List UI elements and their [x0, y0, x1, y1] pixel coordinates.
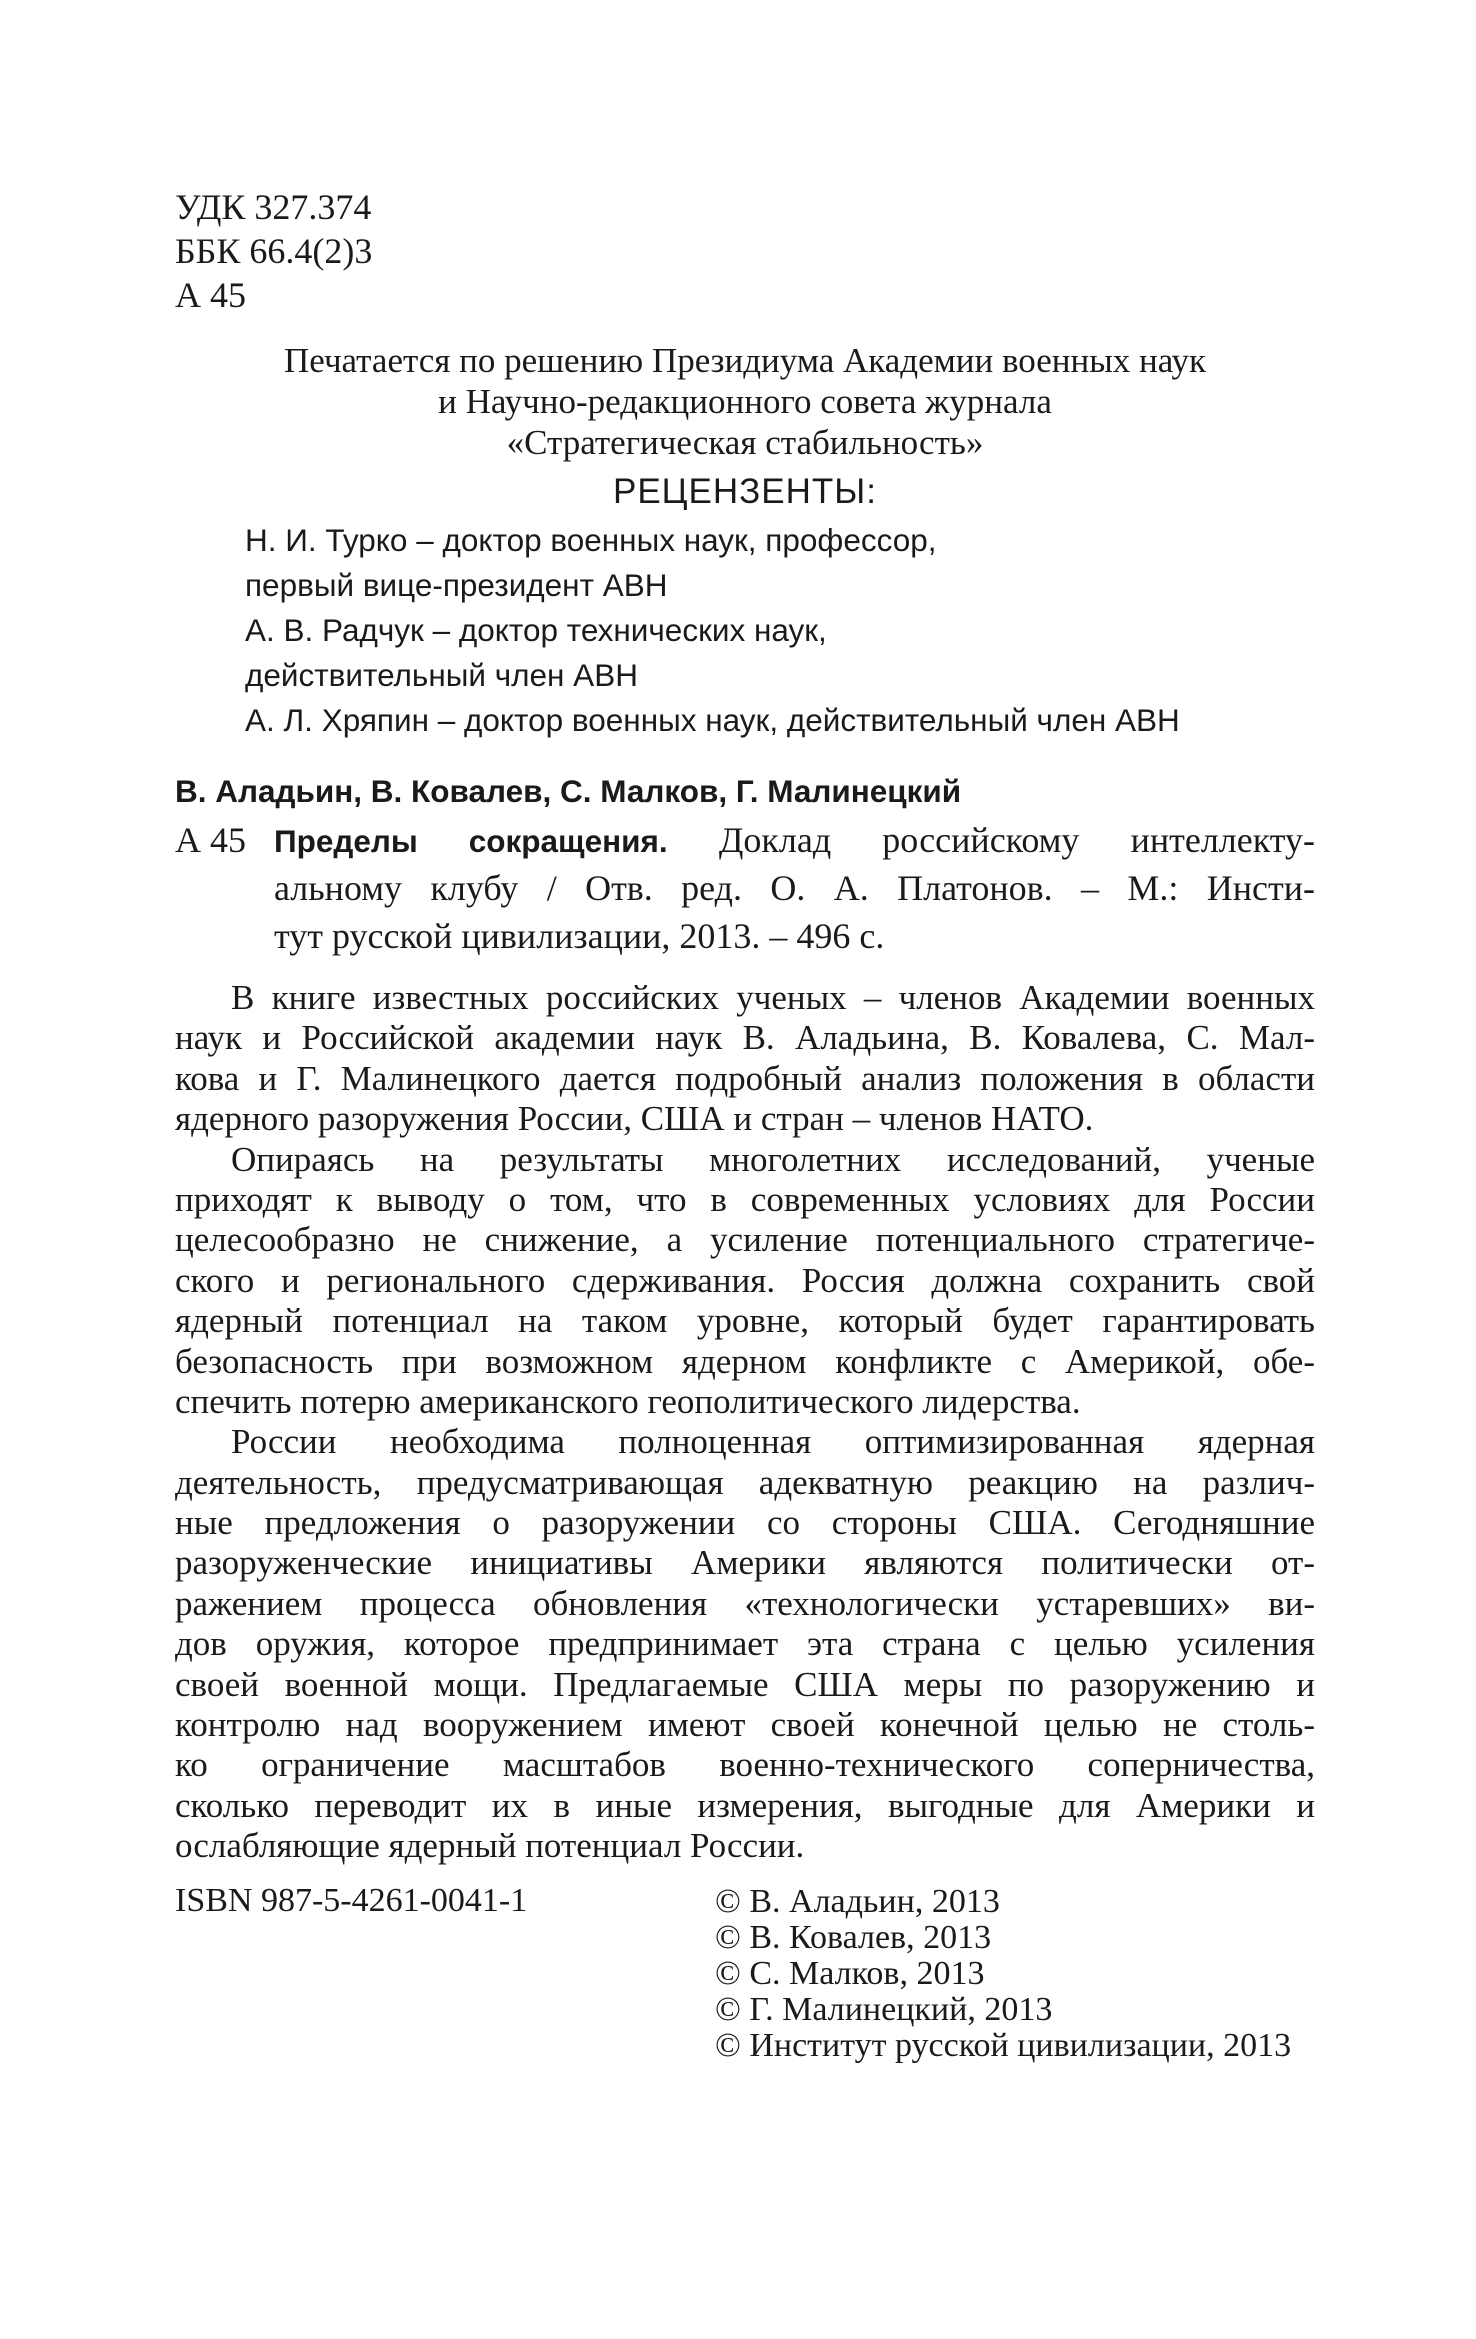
abstract-paragraph	[175, 1422, 1315, 1866]
entry-line-text: Доклад российскому интеллекту-	[718, 820, 1316, 860]
abstract-line: ского и регионального сдерживания. Россия должна сохранить свой	[175, 1260, 1315, 1300]
approval-line: Печатается по решению Президиума Академии военных наук	[284, 341, 1206, 380]
entry-text	[274, 816, 1315, 960]
bbk-code: ББК 66.4(2)3	[175, 231, 373, 271]
copyright-line: © В. Ковалев, 2013	[715, 1919, 992, 1956]
abstract-line: ражением процесса обновления «технологически устаревших» ви-	[175, 1583, 1315, 1623]
copyright-line: © В. Аладьин, 2013	[715, 1883, 1000, 1920]
abstract-line: В книге известных российских ученых – членов Академии военных	[231, 978, 1315, 1017]
isbn: ISBN 987-5-4261-0041-1	[175, 1882, 528, 1919]
entry-code: А 45	[175, 820, 246, 860]
reviewer-line: действительный член АВН	[245, 657, 638, 693]
reviewers-heading: РЕЦЕНЗЕНТЫ:	[612, 472, 878, 511]
abstract-line: ядерный потенциал на таком уровне, который будет гарантировать	[175, 1301, 1315, 1341]
authors-line: В. Аладьин, В. Ковалев, С. Малков, Г. Малинецкий	[175, 773, 962, 809]
book-title: Пределы сокращения.	[274, 823, 668, 859]
abstract-line: кова и Г. Малинецкого дается подробный анализ положения в области	[175, 1058, 1315, 1098]
reviewer-line: А. В. Радчук – доктор технических наук,	[245, 612, 827, 648]
abstract-line: контролю над вооружением имеют своей конечной целью не столь-	[175, 1705, 1315, 1745]
abstract-line: деятельность, предусматривающая адекватную реакцию на различ-	[175, 1462, 1315, 1502]
abstract-line: ко ограничение масштабов военно-технического соперничества,	[175, 1745, 1315, 1785]
copyright-line: © Институт русской цивилизации, 2013	[715, 2027, 1292, 2064]
entry-line: альному клубу / Отв. ред. О. А. Платонов. – М.: Инсти-	[274, 868, 1315, 908]
abstract-line: сколько переводит их в иные измерения, выгодные для Америки и	[175, 1785, 1315, 1825]
reviewer-line: А. Л. Хряпин – доктор военных наук, действительный член АВН	[245, 702, 1180, 738]
abstract-line: разоруженческие инициативы Америки являются политически от-	[175, 1543, 1315, 1583]
abstract-line: ядерного разоружения России, США и стран – членов НАТО.	[175, 1099, 1094, 1139]
abstract-line: своей военной мощи. Предлагаемые США меры по разоружению и	[175, 1664, 1315, 1704]
abstract-paragraph	[175, 1140, 1315, 1423]
entry-line: тут русской цивилизации, 2013. – 496 с.	[274, 916, 885, 956]
abstract-line: целесообразно не снижение, а усиление потенциального стратегиче-	[175, 1220, 1315, 1260]
publication-approval	[175, 340, 1315, 463]
udk-code: УДК 327.374	[175, 187, 372, 227]
approval-line: «Стратегическая стабильность»	[506, 423, 984, 462]
author-mark: А 45	[175, 275, 246, 315]
abstract-paragraph	[175, 978, 1315, 1140]
abstract-line: ные предложения о разоружении со стороны США. Сегодняшние	[175, 1503, 1315, 1543]
abstract-line: России необходима полноценная оптимизированная ядерная	[231, 1422, 1315, 1462]
copyright-line: © Г. Малинецкий, 2013	[715, 1991, 1053, 2028]
abstract-line: Опираясь на результаты многолетних исследований, ученые	[231, 1139, 1315, 1179]
copyright-list	[715, 1884, 1291, 2064]
abstract-line: дов оружия, которое предпринимает эта страна с целью усиления	[175, 1624, 1315, 1664]
abstract-line: спечить потерю американского геополитического лидерства.	[175, 1381, 1081, 1421]
abstract-line: безопасность при возможном ядерном конфликте с Америкой, обе-	[175, 1341, 1315, 1381]
reviewer-line: Н. И. Турко – доктор военных наук, профессор,	[245, 522, 937, 558]
entry-line	[274, 816, 1315, 864]
reviewers-list	[245, 518, 1180, 743]
reviewer-line: первый вице-президент АВН	[245, 567, 668, 603]
approval-line: и Научно-редакционного совета журнала	[438, 382, 1052, 421]
copyright-line: © С. Малков, 2013	[715, 1955, 985, 1992]
abstract-text	[175, 978, 1315, 1867]
abstract-line: наук и Российской академии наук В. Аладьина, В. Ковалева, С. Мал-	[175, 1018, 1315, 1058]
classification-codes	[175, 185, 372, 317]
abstract-line: приходят к выводу о том, что в современных условиях для России	[175, 1179, 1315, 1219]
abstract-line: ослабляющие ядерный потенциал России.	[175, 1826, 805, 1866]
